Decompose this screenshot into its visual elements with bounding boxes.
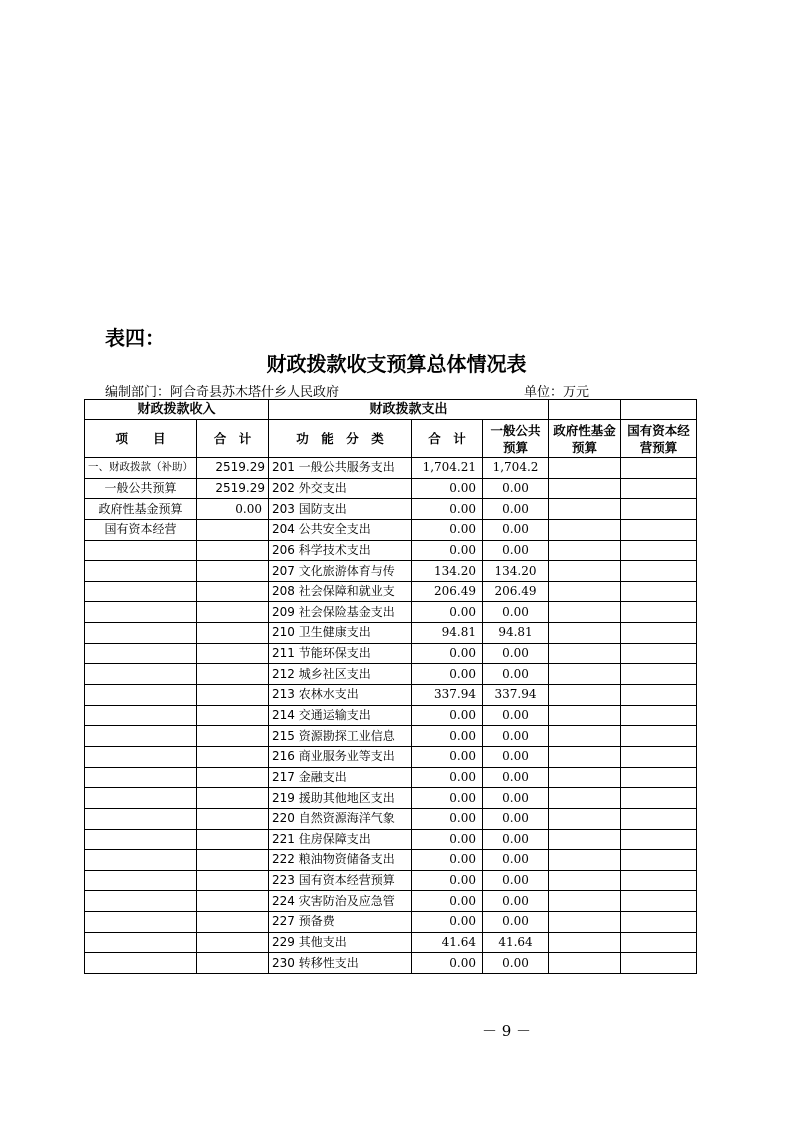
expense-state-capital-cell xyxy=(621,891,697,912)
income-total-cell xyxy=(197,932,269,953)
expense-state-capital-cell xyxy=(621,623,697,644)
table-row xyxy=(85,829,697,850)
income-item-cell: 一般公共预算 xyxy=(85,478,197,499)
expense-general-cell: 0.00 xyxy=(483,850,549,871)
table-row xyxy=(85,581,697,602)
table-row xyxy=(85,932,697,953)
expense-fund-cell xyxy=(549,746,621,767)
expense-fund-cell xyxy=(549,767,621,788)
expense-function-cell: 212 城乡社区支出 xyxy=(269,664,412,685)
income-total-cell xyxy=(197,829,269,850)
expense-fund-cell xyxy=(549,788,621,809)
expense-total-cell: 41.64 xyxy=(412,932,483,953)
income-item-cell xyxy=(85,808,197,829)
header-blank xyxy=(621,400,697,420)
income-total-cell xyxy=(197,623,269,644)
expense-function-cell: 217 金融支出 xyxy=(269,767,412,788)
income-total-cell: 0.00 xyxy=(197,499,269,520)
header-row-2 xyxy=(85,420,697,458)
expense-total-cell: 94.81 xyxy=(412,623,483,644)
expense-fund-cell xyxy=(549,664,621,685)
col-item-header: 项 目 xyxy=(85,420,197,458)
expense-total-cell: 337.94 xyxy=(412,685,483,706)
expense-state-capital-cell xyxy=(621,664,697,685)
income-total-cell xyxy=(197,643,269,664)
table-row xyxy=(85,623,697,644)
expense-general-cell: 0.00 xyxy=(483,726,549,747)
expense-fund-cell xyxy=(549,478,621,499)
expense-general-cell: 206.49 xyxy=(483,581,549,602)
expense-total-cell: 0.00 xyxy=(412,726,483,747)
expense-function-cell: 210 卫生健康支出 xyxy=(269,623,412,644)
expense-state-capital-cell xyxy=(621,561,697,582)
income-item-cell xyxy=(85,602,197,623)
expense-function-cell: 214 交通运输支出 xyxy=(269,705,412,726)
expense-general-cell: 0.00 xyxy=(483,499,549,520)
table-row xyxy=(85,850,697,871)
expense-general-cell: 0.00 xyxy=(483,519,549,540)
income-total-cell xyxy=(197,519,269,540)
expense-state-capital-cell xyxy=(621,540,697,561)
expense-state-capital-cell xyxy=(621,705,697,726)
expense-fund-cell xyxy=(549,953,621,974)
expense-function-cell: 204 公共安全支出 xyxy=(269,519,412,540)
expense-state-capital-cell xyxy=(621,519,697,540)
income-item-cell xyxy=(85,953,197,974)
income-item-cell xyxy=(85,726,197,747)
expense-general-cell: 0.00 xyxy=(483,767,549,788)
expense-fund-cell xyxy=(549,685,621,706)
col-total-header: 合 计 xyxy=(197,420,269,458)
expense-total-cell: 134.20 xyxy=(412,561,483,582)
income-item-cell: 国有资本经营 xyxy=(85,519,197,540)
expense-state-capital-cell xyxy=(621,870,697,891)
table-row xyxy=(85,912,697,933)
expense-state-capital-cell xyxy=(621,912,697,933)
income-total-cell xyxy=(197,561,269,582)
income-item-cell xyxy=(85,932,197,953)
department-label: 编制部门：阿合奇县苏木塔什乡人民政府 xyxy=(105,385,340,400)
expense-general-cell: 0.00 xyxy=(483,829,549,850)
expense-state-capital-cell xyxy=(621,581,697,602)
income-total-cell xyxy=(197,850,269,871)
income-item-cell xyxy=(85,581,197,602)
table-row xyxy=(85,746,697,767)
expense-general-cell: 337.94 xyxy=(483,685,549,706)
table-row xyxy=(85,726,697,747)
income-header: 财政拨款收入 xyxy=(85,400,269,420)
income-total-cell xyxy=(197,705,269,726)
expense-general-cell: 0.00 xyxy=(483,705,549,726)
expense-total-cell: 0.00 xyxy=(412,602,483,623)
expense-state-capital-cell xyxy=(621,478,697,499)
income-item-cell xyxy=(85,705,197,726)
income-total-cell: 2519.29 xyxy=(197,478,269,499)
table-row xyxy=(85,685,697,706)
table-row xyxy=(85,643,697,664)
income-total-cell xyxy=(197,912,269,933)
expense-general-cell: 0.00 xyxy=(483,788,549,809)
income-item-cell xyxy=(85,685,197,706)
expense-total-cell: 0.00 xyxy=(412,478,483,499)
table-row xyxy=(85,953,697,974)
income-item-cell xyxy=(85,850,197,871)
expense-general-cell: 0.00 xyxy=(483,912,549,933)
col-fund-header: 政府性基金预算 xyxy=(549,420,621,458)
expense-general-cell: 0.00 xyxy=(483,953,549,974)
expense-function-cell: 223 国有资本经营预算 xyxy=(269,870,412,891)
expense-state-capital-cell xyxy=(621,808,697,829)
income-item-cell xyxy=(85,623,197,644)
expense-function-cell: 222 粮油物资储备支出 xyxy=(269,850,412,871)
budget-table xyxy=(84,399,697,974)
expense-total-cell: 0.00 xyxy=(412,870,483,891)
income-item-cell xyxy=(85,643,197,664)
expense-fund-cell xyxy=(549,850,621,871)
income-item-cell xyxy=(85,870,197,891)
income-total-cell xyxy=(197,808,269,829)
expense-function-cell: 203 国防支出 xyxy=(269,499,412,520)
expense-function-cell: 215 资源勘探工业信息 xyxy=(269,726,412,747)
income-total-cell xyxy=(197,664,269,685)
table-label: 表四： xyxy=(105,326,165,350)
expense-general-cell: 0.00 xyxy=(483,664,549,685)
expense-fund-cell xyxy=(549,932,621,953)
expense-total-cell: 1,704.21 xyxy=(412,458,483,479)
table-row xyxy=(85,458,697,479)
income-item-cell xyxy=(85,561,197,582)
expense-state-capital-cell xyxy=(621,829,697,850)
income-total-cell xyxy=(197,726,269,747)
expense-total-cell: 0.00 xyxy=(412,664,483,685)
expense-function-cell: 229 其他支出 xyxy=(269,932,412,953)
expense-fund-cell xyxy=(549,581,621,602)
table-row xyxy=(85,664,697,685)
expense-total-cell: 0.00 xyxy=(412,891,483,912)
expense-state-capital-cell xyxy=(621,602,697,623)
page-number: － 9 － xyxy=(481,1022,532,1040)
expense-function-cell: 227 预备费 xyxy=(269,912,412,933)
expense-fund-cell xyxy=(549,458,621,479)
expense-general-cell: 0.00 xyxy=(483,540,549,561)
expense-general-cell: 0.00 xyxy=(483,808,549,829)
expense-total-cell: 0.00 xyxy=(412,746,483,767)
expense-function-cell: 206 科学技术支出 xyxy=(269,540,412,561)
income-item-cell xyxy=(85,746,197,767)
table-row xyxy=(85,870,697,891)
expense-fund-cell xyxy=(549,643,621,664)
expense-fund-cell xyxy=(549,912,621,933)
expense-function-cell: 201 一般公共服务支出 xyxy=(269,458,412,479)
expense-function-cell: 224 灾害防治及应急管 xyxy=(269,891,412,912)
expense-total-cell: 0.00 xyxy=(412,705,483,726)
expense-fund-cell xyxy=(549,561,621,582)
expense-general-cell: 0.00 xyxy=(483,602,549,623)
header-blank xyxy=(549,400,621,420)
expense-function-cell: 216 商业服务业等支出 xyxy=(269,746,412,767)
expense-general-cell: 0.00 xyxy=(483,643,549,664)
income-total-cell xyxy=(197,953,269,974)
col-function-header: 功 能 分 类 xyxy=(269,420,412,458)
expense-state-capital-cell xyxy=(621,499,697,520)
income-item-cell xyxy=(85,829,197,850)
col-state-capital-header: 国有资本经营预算 xyxy=(621,420,697,458)
income-total-cell xyxy=(197,602,269,623)
expense-general-cell: 0.00 xyxy=(483,478,549,499)
expense-total-cell: 0.00 xyxy=(412,788,483,809)
expense-fund-cell xyxy=(549,808,621,829)
expense-fund-cell xyxy=(549,519,621,540)
expense-function-cell: 230 转移性支出 xyxy=(269,953,412,974)
table-row xyxy=(85,788,697,809)
expense-function-cell: 207 文化旅游体育与传 xyxy=(269,561,412,582)
income-item-cell xyxy=(85,767,197,788)
expense-function-cell: 209 社会保险基金支出 xyxy=(269,602,412,623)
expense-total-cell: 0.00 xyxy=(412,829,483,850)
expense-general-cell: 94.81 xyxy=(483,623,549,644)
income-item-cell xyxy=(85,664,197,685)
expense-fund-cell xyxy=(549,623,621,644)
expense-general-cell: 134.20 xyxy=(483,561,549,582)
income-total-cell xyxy=(197,581,269,602)
expense-total-cell: 0.00 xyxy=(412,540,483,561)
expense-state-capital-cell xyxy=(621,458,697,479)
expense-state-capital-cell xyxy=(621,746,697,767)
expense-total-cell: 0.00 xyxy=(412,808,483,829)
income-total-cell xyxy=(197,767,269,788)
expense-state-capital-cell xyxy=(621,953,697,974)
col-total2-header: 合 计 xyxy=(412,420,483,458)
table-row xyxy=(85,602,697,623)
expense-function-cell: 220 自然资源海洋气象 xyxy=(269,808,412,829)
expense-fund-cell xyxy=(549,726,621,747)
expense-total-cell: 0.00 xyxy=(412,499,483,520)
expense-total-cell: 0.00 xyxy=(412,519,483,540)
income-item-cell xyxy=(85,891,197,912)
expense-general-cell: 0.00 xyxy=(483,870,549,891)
unit-label: 单位：万元 xyxy=(524,385,590,400)
income-total-cell xyxy=(197,788,269,809)
income-item-cell: 政府性基金预算 xyxy=(85,499,197,520)
expense-general-cell: 0.00 xyxy=(483,746,549,767)
expense-total-cell: 0.00 xyxy=(412,912,483,933)
table-row xyxy=(85,891,697,912)
expense-state-capital-cell xyxy=(621,767,697,788)
expense-total-cell: 0.00 xyxy=(412,643,483,664)
col-general-header: 一般公共预算 xyxy=(483,420,549,458)
income-item-cell xyxy=(85,788,197,809)
expense-state-capital-cell xyxy=(621,643,697,664)
expense-total-cell: 0.00 xyxy=(412,850,483,871)
expense-header: 财政拨款支出 xyxy=(269,400,549,420)
expense-general-cell: 0.00 xyxy=(483,891,549,912)
income-total-cell xyxy=(197,685,269,706)
income-total-cell xyxy=(197,540,269,561)
expense-total-cell: 0.00 xyxy=(412,953,483,974)
expense-function-cell: 221 住房保障支出 xyxy=(269,829,412,850)
header-row-1 xyxy=(85,400,697,420)
table-row xyxy=(85,705,697,726)
expense-total-cell: 0.00 xyxy=(412,767,483,788)
table-row xyxy=(85,519,697,540)
expense-state-capital-cell xyxy=(621,726,697,747)
income-item-cell: 一、财政拨款（补助） xyxy=(85,458,197,479)
expense-state-capital-cell xyxy=(621,932,697,953)
income-item-cell xyxy=(85,912,197,933)
expense-fund-cell xyxy=(549,540,621,561)
expense-general-cell: 41.64 xyxy=(483,932,549,953)
expense-fund-cell xyxy=(549,705,621,726)
expense-fund-cell xyxy=(549,891,621,912)
income-total-cell xyxy=(197,891,269,912)
expense-general-cell: 1,704.2 xyxy=(483,458,549,479)
expense-fund-cell xyxy=(549,870,621,891)
expense-fund-cell xyxy=(549,499,621,520)
table-row xyxy=(85,499,697,520)
income-item-cell xyxy=(85,540,197,561)
document-title: 财政拨款收支预算总体情况表 xyxy=(266,352,527,376)
expense-function-cell: 219 援助其他地区支出 xyxy=(269,788,412,809)
expense-function-cell: 211 节能环保支出 xyxy=(269,643,412,664)
table-row xyxy=(85,808,697,829)
table-row xyxy=(85,561,697,582)
expense-state-capital-cell xyxy=(621,685,697,706)
expense-function-cell: 208 社会保障和就业支 xyxy=(269,581,412,602)
expense-state-capital-cell xyxy=(621,788,697,809)
expense-total-cell: 206.49 xyxy=(412,581,483,602)
table-row xyxy=(85,540,697,561)
table-row xyxy=(85,478,697,499)
expense-function-cell: 213 农林水支出 xyxy=(269,685,412,706)
table-row xyxy=(85,767,697,788)
income-total-cell: 2519.29 xyxy=(197,458,269,479)
income-total-cell xyxy=(197,870,269,891)
expense-fund-cell xyxy=(549,602,621,623)
income-total-cell xyxy=(197,746,269,767)
expense-state-capital-cell xyxy=(621,850,697,871)
expense-function-cell: 202 外交支出 xyxy=(269,478,412,499)
expense-fund-cell xyxy=(549,829,621,850)
